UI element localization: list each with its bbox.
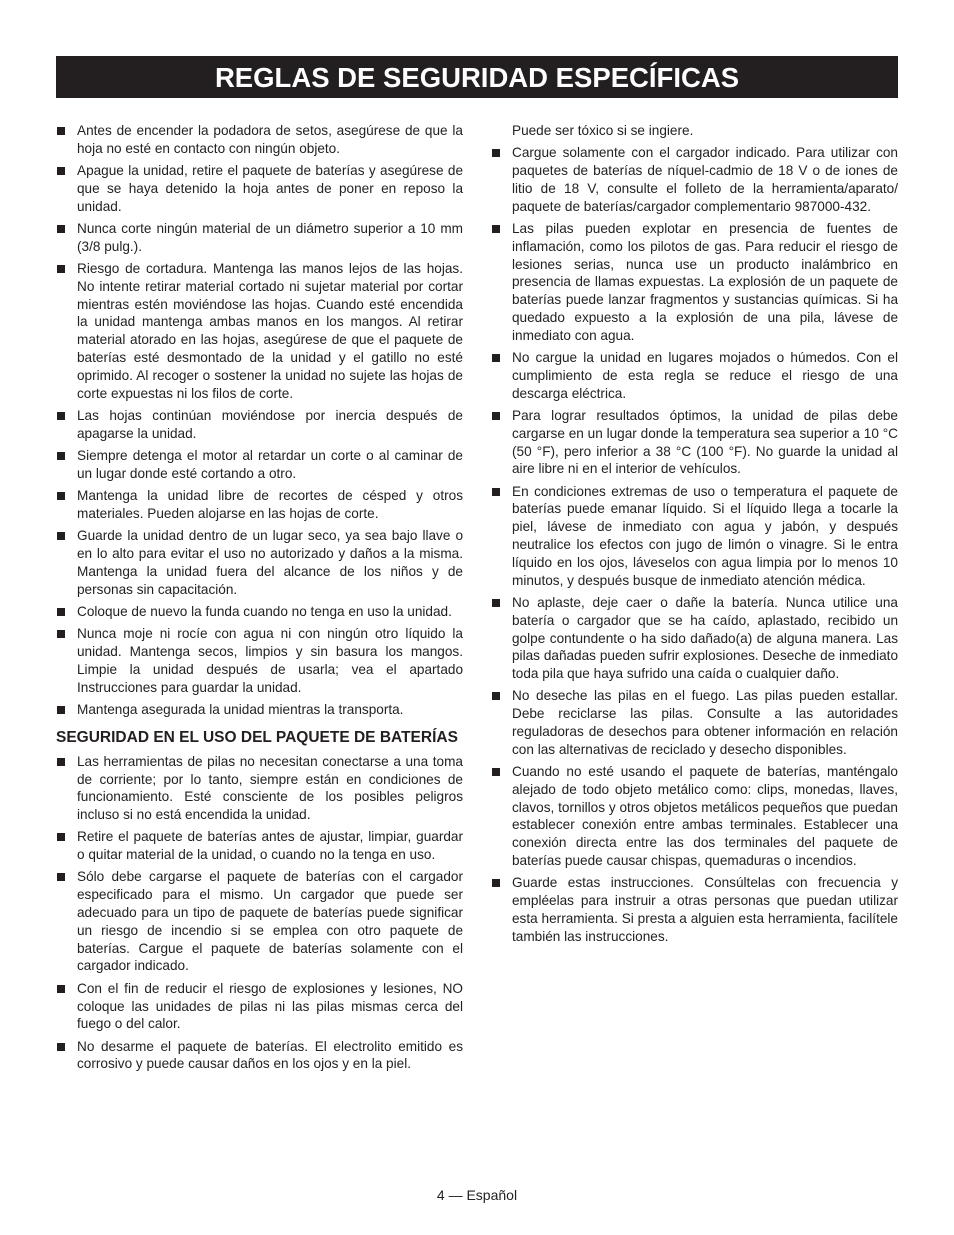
- square-bullet-icon: [492, 488, 500, 496]
- list-item: Las herramientas de pilas no necesitan conectarse a una toma de corriente; por lo tanto, siempre están en condiciones de funcionamiento. Esté consciente de los posibles peligros incluso si no está encendida la unidad.: [56, 753, 463, 824]
- list-item: No cargue la unidad en lugares mojados o húmedos. Con el cumplimiento de esta regla se reduce el riesgo de una descarga eléctrica.: [491, 349, 898, 402]
- square-bullet-icon: [492, 225, 500, 233]
- list-item: Mantenga asegurada la unidad mientras la transporta.: [56, 701, 463, 719]
- square-bullet-icon: [57, 452, 65, 460]
- square-bullet-icon: [57, 758, 65, 766]
- list-item: No aplaste, deje caer o dañe la batería. Nunca utilice una batería o cargador que se ha caído, aplastado, recibido un golpe contundente o ha sido dañado(a) de alguna manera. Las pilas dañadas pueden sufrir explosiones. Deseche de inmediato toda pila que haya sufrido una caída o cualquier daño.: [491, 594, 898, 683]
- section-heading: SEGURIDAD EN EL USO DEL PAQUETE DE BATERÍAS: [56, 728, 458, 746]
- square-bullet-icon: [492, 354, 500, 362]
- square-bullet-icon: [57, 167, 65, 175]
- page-title: REGLAS DE SEGURIDAD ESPECÍFICAS: [214, 62, 740, 94]
- square-bullet-icon: [57, 532, 65, 540]
- square-bullet-icon: [57, 492, 65, 500]
- list-item: Con el fin de reducir el riesgo de explosiones y lesiones, NO coloque las unidades de pilas ni las pilas mismas cerca del fuego o del calor.: [56, 980, 463, 1033]
- square-bullet-icon: [57, 985, 65, 993]
- square-bullet-icon: [57, 412, 65, 420]
- right-column: [491, 122, 898, 950]
- square-bullet-icon: [492, 879, 500, 887]
- list-item: Nunca moje ni rocíe con agua ni con ningún otro líquido la unidad. Mantenga secos, limpios y sin basura los mangos. Limpie la unidad después de usarla; vea el apartado Instrucciones para guardar la unidad.: [56, 625, 463, 696]
- list-item: Coloque de nuevo la funda cuando no tenga en uso la unidad.: [56, 603, 463, 621]
- battery-safety-list: [56, 753, 463, 1074]
- continued-text: Puede ser tóxico si se ingiere.: [512, 123, 694, 138]
- list-item: Siempre detenga el motor al retardar un corte o al caminar de un lugar donde esté cortando a otro.: [56, 447, 463, 483]
- square-bullet-icon: [57, 873, 65, 881]
- square-bullet-icon: [57, 706, 65, 714]
- list-item: Las pilas pueden explotar en presencia de fuentes de inflamación, como los pilotos de gas. Para reducir el riesgo de lesiones serias, nunca use un producto inalámbrico en presencia de llamas expuestas. La explosión de un paquete de baterías puede lanzar fragmentos y sustancias químicas. Si ha quedado expuesto a la explosión de una pila, lávese de inmediato con agua.: [491, 220, 898, 345]
- list-item: Cargue solamente con el cargador indicado. Para utilizar con paquetes de baterías de níquel-cadmio de 18 V o de iones de litio de 18 V, consulte el folleto de la herramienta/aparato/ paquete de baterías/cargador complementario 987000-432.: [491, 144, 898, 215]
- square-bullet-icon: [57, 630, 65, 638]
- safety-rules-list: [56, 122, 463, 719]
- list-item: Sólo debe cargarse el paquete de baterías con el cargador especificado para el mismo. Un cargador que puede ser adecuado para un tipo de paquete de baterías puede significar un riesgo de incendio si se emplea con otro paquete de baterías. Cargue el paquete de baterías solamente con el cargador indicado.: [56, 868, 463, 975]
- square-bullet-icon: [57, 127, 65, 135]
- square-bullet-icon: [492, 599, 500, 607]
- title-banner: [56, 56, 898, 98]
- square-bullet-icon: [57, 1043, 65, 1051]
- list-item: Mantenga la unidad libre de recortes de césped y otros materiales. Pueden alojarse en las hojas de corte.: [56, 487, 463, 523]
- list-item: Cuando no esté usando el paquete de baterías, manténgalo alejado de todo objeto metálico como: clips, monedas, llaves, clavos, tornillos y otros objetos metálicos pequeños que puedan establecer conexión entre ambas terminales. Establecer una conexión directa entre las dos terminales del paquete de baterías puede causar chispas, quemaduras o incendios.: [491, 763, 898, 870]
- page-footer: 4 — Español: [436, 1187, 518, 1203]
- list-item: No desarme el paquete de baterías. El electrolito emitido es corrosivo y puede causar daños en los ojos y en la piel.: [56, 1038, 463, 1074]
- list-item: Las hojas continúan moviéndose por inercia después de apagarse la unidad.: [56, 407, 463, 443]
- list-item: Antes de encender la podadora de setos, asegúrese de que la hoja no esté en contacto con ningún objeto.: [56, 122, 463, 158]
- list-item: Nunca corte ningún material de un diámetro superior a 10 mm (3/8 pulg.).: [56, 220, 463, 256]
- square-bullet-icon: [57, 265, 65, 273]
- list-item: Para lograr resultados óptimos, la unidad de pilas debe cargarse en un lugar donde la temperatura sea superior a 10 °C (50 °F), pero inferior a 38 °C (100 °F). No guarde la unidad al aire libre ni en el interior de vehículos.: [491, 407, 898, 478]
- square-bullet-icon: [492, 768, 500, 776]
- list-item: Apague la unidad, retire el paquete de baterías y asegúrese de que se haya detenido la hoja antes de poner en reposo la unidad.: [56, 162, 463, 215]
- list-item: No deseche las pilas en el fuego. Las pilas pueden estallar. Debe reciclarse las pilas. Consulte a las autoridades reguladoras de desechos para obtener información en relación con las alternativas de reciclado y desecho disponibles.: [491, 687, 898, 758]
- list-item: Retire el paquete de baterías antes de ajustar, limpiar, guardar o quitar material de la unidad, o cuando no la tenga en uso.: [56, 828, 463, 864]
- square-bullet-icon: [492, 692, 500, 700]
- square-bullet-icon: [57, 608, 65, 616]
- list-item: Guarde estas instrucciones. Consúltelas con frecuencia y empléelas para instruir a otras personas que puedan utilizar esta herramienta. Si presta a alguien esta herramienta, facilítele también las instrucciones.: [491, 874, 898, 945]
- square-bullet-icon: [57, 833, 65, 841]
- square-bullet-icon: [57, 225, 65, 233]
- left-column: [56, 122, 463, 1078]
- square-bullet-icon: [492, 412, 500, 420]
- list-item: Guarde la unidad dentro de un lugar seco, ya sea bajo llave o en lo alto para evitar el uso no autorizado y daños a la misma. Mantenga la unidad fuera del alcance de los niños y de personas sin capacitación.: [56, 527, 463, 598]
- square-bullet-icon: [492, 149, 500, 157]
- list-item: En condiciones extremas de uso o temperatura el paquete de baterías puede emanar líquido. Si el líquido llega a tocarle la piel, lávese de inmediato con agua y jabón, y después neutralice los efectos con jugo de limón o vinagre. Si le entra líquido en los ojos, láveselos con agua limpia por lo menos 10 minutos, y después busque de inmediato atención médica.: [491, 483, 898, 590]
- battery-safety-list-continued: [491, 144, 898, 945]
- list-item: Riesgo de cortadura. Mantenga las manos lejos de las hojas. No intente retirar material cortado ni sujetar material por cortar mientras estén moviéndose las hojas. Cuando esté encendida la unidad mantenga ambas manos en los mangos. Al retirar material atorado en las hojas, asegúrese de que el paquete de baterías esté desmontado de la unidad y el gatillo no esté oprimido. Al recoger o sostener la unidad no sujete las hojas de corte expuestas ni los filos de corte.: [56, 260, 463, 402]
